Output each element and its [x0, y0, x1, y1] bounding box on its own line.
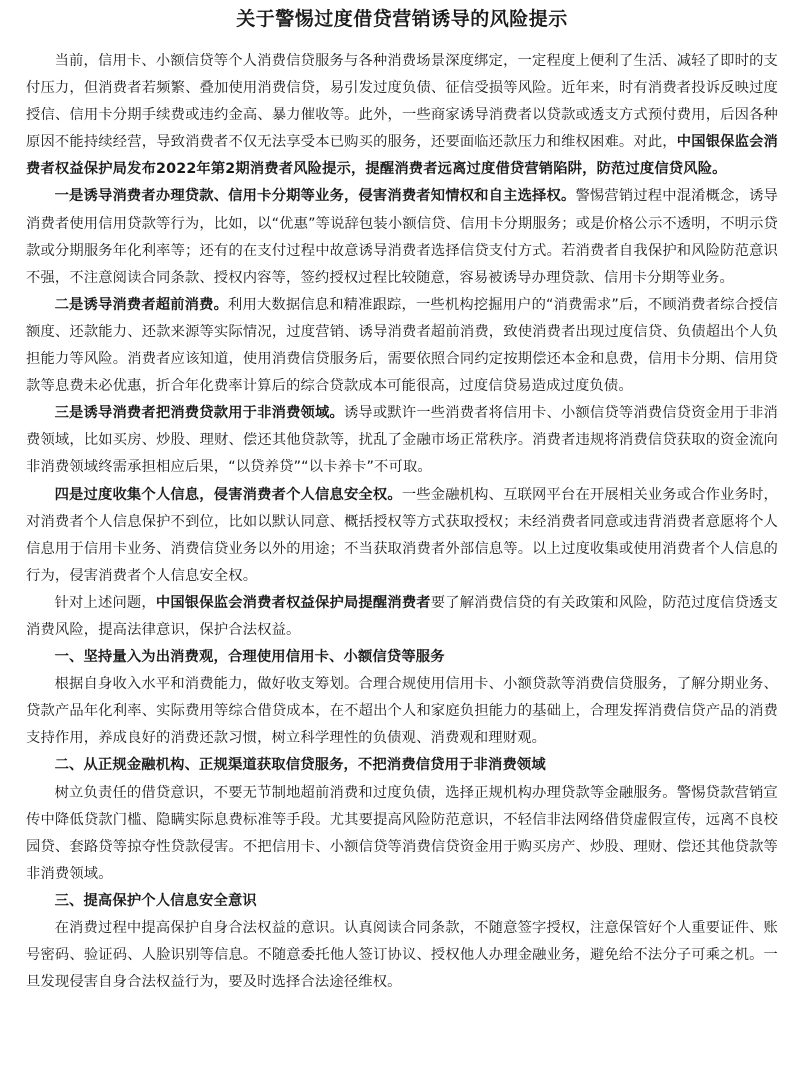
risk-2-text: 利用大数据信息和精准跟踪，一些机构挖掘用户的“消费需求”后，不顾消费者综合授信额度、还款能力、还款来源等实际情况，过度营销、诱导消费者超前消费，致使消费者出现过度信贷、负债超出个人负担能力等风险。消费者应该知道，使用消费信贷服务后，需要依照合同约定按期偿还本金和息费，信用卡分期、信用贷款等息费未必优惠，折合年化费率计算后的综合贷款成本可能很高，过度信贷易造成过度负债。 [26, 296, 778, 395]
transition-paragraph [26, 590, 778, 644]
advice-paragraph-2: 树立负责任的借贷意识，不要无节制地超前消费和过度负债，选择正规机构办理贷款等金融服务。警惕贷款营销宣传中降低贷款门槛、隐瞒实际息费标准等手段。尤其要提高风险防范意识，不轻信非法网络借贷虚假宣传，远离不良校园贷、套路贷等掠夺性贷款侵害。不把信用卡、小额信贷等消费信贷资金用于购买房产、炒股、理财、偿还其他贷款等非消费领域。 [26, 784, 778, 882]
intro-paragraph [26, 48, 778, 183]
transition-text-2: 要了解消费信贷的有关政策和风险，防范过度信贷透支消费风险，提高法律意识，保护合法权益。 [26, 594, 778, 638]
risk-2-lead: 二是诱导消费者超前消费。 [54, 296, 229, 313]
risk-4-lead: 四是过度收集个人信息，侵害消费者个人信息安全权。 [54, 486, 402, 503]
transition-bold: 中国银保监会消费者权益保护局提醒消费者 [155, 594, 431, 611]
risk-3-lead: 三是诱导消费者把消费贷款用于非消费领域。 [54, 405, 344, 422]
risk-3-text: 诱导或默许一些消费者将信用卡、小额信贷等消费信贷资金用于非消费领域，比如买房、炒股、理财、偿还其他贷款等，扰乱了金融市场正常秩序。消费者违规将消费信贷获取的资金流向非消费领域终需承担相应后果，“以贷养贷”“以卡养卡”不可取。 [26, 405, 779, 476]
advice-heading-1: 一、坚持量入为出消费观，合理使用信用卡、小额信贷等服务 [54, 649, 445, 666]
advice-paragraph-3: 在消费过程中提高保护自身合法权益的意识。认真阅读合同条款，不随意签字授权，注意保管好个人重要证件、账号密码、验证码、人脸识别等信息。不随意委托他人签订协议、授权他人办理金融业务，避免给不法分子可乘之机。一旦发现侵害自身合法权益行为，要及时选择合法途径维权。 [26, 920, 778, 991]
risk-paragraph-2 [26, 292, 778, 400]
risk-1-lead: 一是诱导消费者办理贷款、信用卡分期等业务，侵害消费者知情权和自主选择权。 [54, 188, 576, 205]
risk-1-text: 警惕营销过程中混淆概念，诱导消费者使用信用贷款等行为，比如，以“优惠”等说辞包装小额信贷、信用卡分期服务；或是价格公示不透明，不明示贷款或分期服务年化利率等；还有的在支付过程中故意诱导消费者选择信贷支付方式。若消费者自我保护和风险防范意识不强，不注意阅读合同条款、授权内容等，签约授权过程比较随意，容易被诱导办理贷款、信用卡分期等业务。 [26, 188, 778, 286]
advice-paragraph-1: 根据自身收入水平和消费能力，做好收支筹划。合理合规使用信用卡、小额贷款等消费信贷服务，了解分期业务、贷款产品年化利率、实际费用等综合借贷成本，在不超出个人和家庭负担能力的基础上，合理发挥消费信贷产品的消费支持作用，养成良好的消费还款习惯，树立科学理性的负债观、消费观和理财观。 [26, 676, 778, 747]
advice-heading-2: 二、从正规金融机构、正规渠道获取信贷服务，不把消费信贷用于非消费领域 [54, 757, 546, 774]
risk-paragraph-1 [26, 183, 778, 291]
advice-heading-3: 三、提高保护个人信息安全意识 [54, 892, 257, 909]
risk-paragraph-4 [26, 482, 778, 590]
risk-4-text: 一些金融机构、互联网平台在开展相关业务或合作业务时，对消费者个人信息保护不到位，比如以默认同意、概括授权等方式获取授权；未经消费者同意或违背消费者意愿将个人信息用于信用卡业务、消费信贷业务以外的用途；不当获取消费者外部信息等。以上过度收集或使用消费者个人信息的行为，侵害消费者个人信息安全权。 [26, 486, 778, 584]
risk-paragraph-3 [26, 400, 778, 481]
document-title: 关于警惕过度借贷营销诱导的风险提示 [236, 8, 568, 30]
intro-text: 当前，信用卡、小额信贷等个人消费信贷服务与各种消费场景深度绑定，一定程度上便利了生活、减轻了即时的支付压力，但消费者若频繁、叠加使用消费信贷，易引发过度负债、征信受损等风险。近年来，时有消费者投诉反映过度授信、信用卡分期手续费或违约金高、暴力催收等。此外，一些商家诱导消费者以贷款或透支方式预付费用，后因各种原因不能持续经营，导致消费者不仅无法享受本已购买的服务，还要面临还款压力和维权困难。对此， [26, 53, 778, 151]
intro-bold-text: 中国银保监会消费者权益保护局发布2022年第2期消费者风险提示，提醒消费者远离过度借贷营销陷阱，防范过度信贷风险。 [26, 134, 778, 178]
transition-text-1: 针对上述问题， [54, 594, 156, 611]
